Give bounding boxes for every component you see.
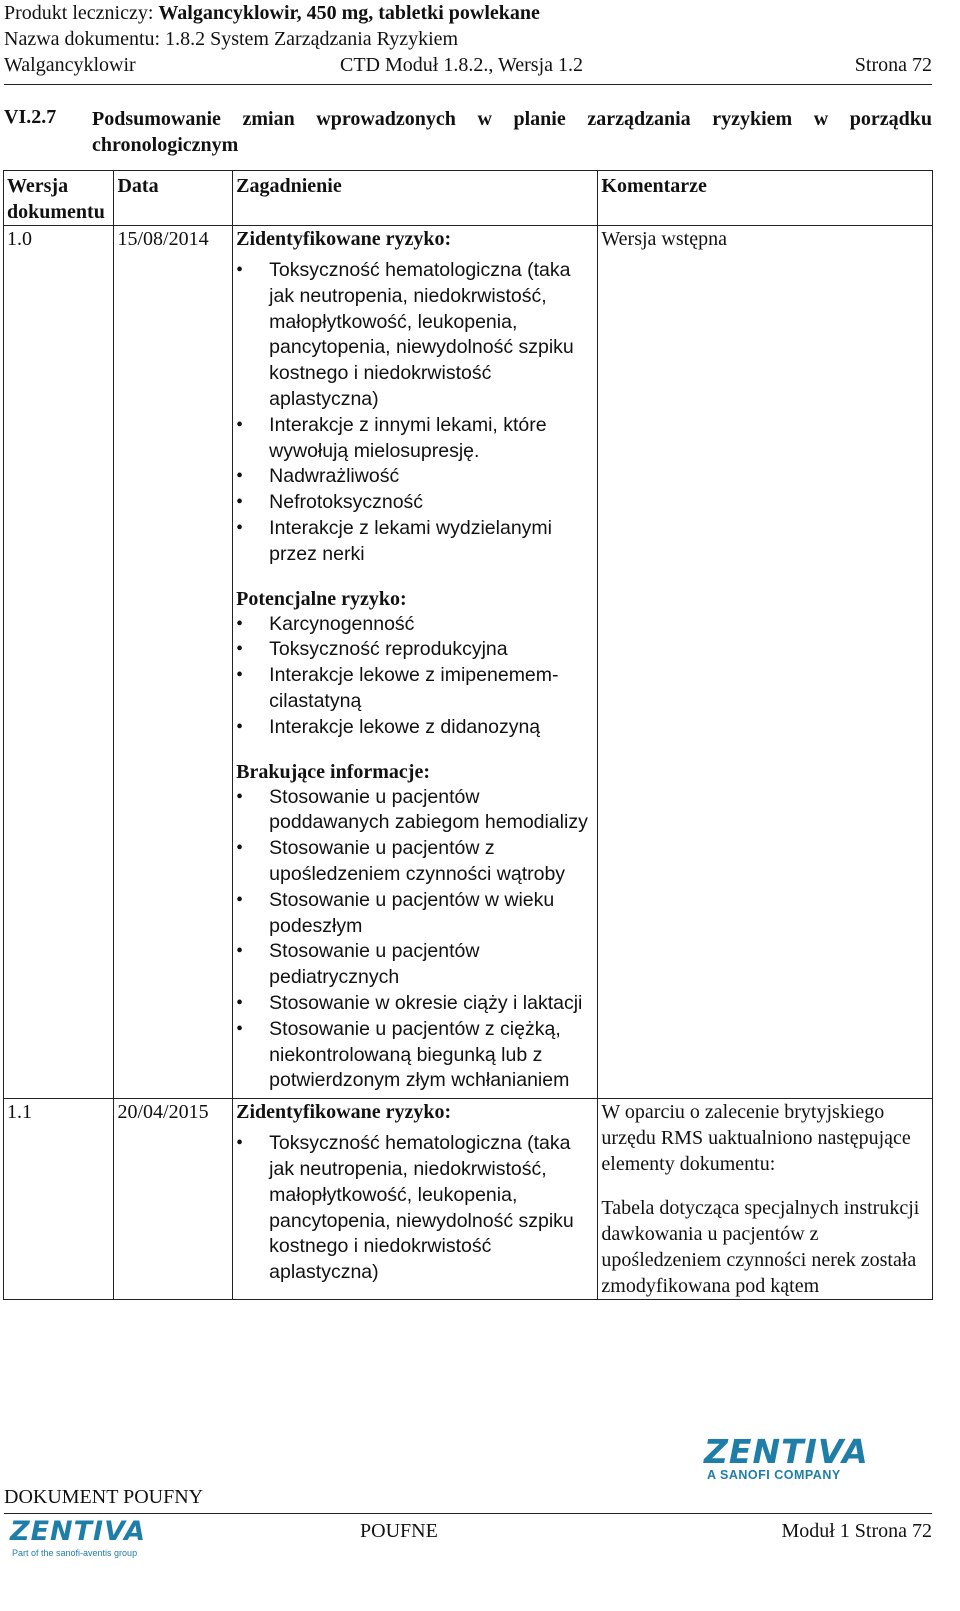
list-item: • Toksyczność hematologiczna (taka jak neutropenia, niedokrwistość, małopłytkowość, leukopenia, pancytopenia, niewydolność szpiku kostnego i niedokrwistość aplastyczna) <box>236 258 594 413</box>
header-line-document <box>4 26 932 52</box>
header-product-label: Produkt leczniczy: <box>4 2 159 24</box>
list-item: • Interakcje lekowe z didanozyną <box>236 715 594 741</box>
list-item: • Nefrotoksyczność <box>236 490 594 516</box>
list-item: • Stosowanie u pacjentów z ciężką, niekontrolowaną biegunką lub z potwierdzonym złym wchłanianiem <box>236 1017 594 1094</box>
group-heading: Zidentyfikowane ryzyko: <box>236 1101 452 1124</box>
header-date: Data <box>114 171 233 226</box>
list-item: • Interakcje lekowe z imipenemem-cilastatyną <box>236 663 594 715</box>
header-document-name: Nazwa dokumentu: 1.8.2 System Zarządzania Ryzykiem <box>4 28 459 50</box>
comment-text: Tabela dotycząca specjalnych instrukcji dawkowania u pacjentów z upośledzeniem czynności nerek została zmodyfikowana pod kątem <box>601 1197 920 1298</box>
header-page-number: Strona 72 <box>854 54 932 76</box>
header-line-product <box>4 0 932 26</box>
row-date: 20/04/2015 <box>114 1099 233 1300</box>
bullet-list <box>236 1131 594 1286</box>
list-item: • Stosowanie u pacjentów pediatrycznych <box>236 939 594 991</box>
page-header <box>4 0 932 78</box>
group-heading: Zidentyfikowane ryzyko: <box>236 228 452 250</box>
zentiva-footer-logo: ZENTIVA <box>10 1516 147 1547</box>
list-item: • Interakcje z innymi lekami, które wywołują mielosupresję. <box>236 413 594 465</box>
list-item: • Stosowanie w okresie ciąży i laktacji <box>236 991 594 1017</box>
group-heading: Brakujące informacje: <box>236 760 430 783</box>
list-item: • Nadwrażliwość <box>236 464 594 490</box>
list-item: • Toksyczność hematologiczna (taka jak neutropenia, niedokrwistość, małopłytkowość, leukopenia, pancytopenia, niewydolność szpiku kostnego i niedokrwistość aplastyczna) <box>236 1131 594 1286</box>
header-line-meta <box>4 52 932 78</box>
list-item: • Toksyczność reprodukcyjna <box>236 637 594 663</box>
changes-table <box>3 170 933 1300</box>
header-substance: Walgancyklowir <box>4 54 136 76</box>
zentiva-logo-subtitle: A SANOFI COMPANY <box>707 1468 841 1482</box>
row-topics <box>233 1099 598 1300</box>
comment-text: Wersja wstępna <box>601 228 727 250</box>
section-number: VI.2.7 <box>4 106 57 128</box>
list-item: • Karcynogenność <box>236 612 594 638</box>
row-comments <box>598 226 933 1099</box>
section-title-line-2: chronologicznym <box>92 134 239 156</box>
comment-text: W oparciu o zalecenie brytyjskiego urzędu RMS uaktualniono następujące elementy dokumentu: <box>601 1101 911 1176</box>
header-topic: Zagadnienie <box>233 171 598 226</box>
bullet-list <box>236 785 594 1095</box>
group-heading: Potencjalne ryzyko: <box>236 587 407 610</box>
bullet-list <box>236 612 594 741</box>
list-item: • Stosowanie u pacjentów w wieku podeszłym <box>236 888 594 940</box>
section-title-line-1: Podsumowanie zmian wprowadzonych w planie zarządzania ryzykiem w porządku <box>92 108 932 130</box>
table-header-row <box>4 171 933 226</box>
table-row <box>4 226 933 1099</box>
bullet-list <box>236 258 594 568</box>
header-version: Wersja dokumentu <box>4 171 114 226</box>
header-comments: Komentarze <box>598 171 933 226</box>
footer-classification: POUFNE <box>360 1520 438 1542</box>
zentiva-footer-logo-subtitle: Part of the sanofi-aventis group <box>12 1548 138 1558</box>
row-version: 1.0 <box>4 226 114 1099</box>
confidential-label: DOKUMENT POUFNY <box>4 1486 204 1508</box>
table-row <box>4 1099 933 1300</box>
row-comments <box>598 1099 933 1300</box>
header-ctd-module: CTD Moduł 1.8.2., Wersja 1.2 <box>340 54 584 76</box>
footer-divider <box>4 1513 932 1514</box>
zentiva-logo: ZENTIVA <box>704 1432 869 1471</box>
header-product-name: Walgancyklowir, 450 mg, tabletki powlekane <box>158 2 540 24</box>
row-topics <box>233 226 598 1099</box>
list-item: • Stosowanie u pacjentów poddawanych zabiegom hemodializy <box>236 785 594 837</box>
row-date: 15/08/2014 <box>114 226 233 1099</box>
row-version: 1.1 <box>4 1099 114 1300</box>
list-item: • Interakcje z lekami wydzielanymi przez nerki <box>236 516 594 568</box>
list-item: • Stosowanie u pacjentów z upośledzeniem czynności wątroby <box>236 836 594 888</box>
header-divider <box>4 84 932 85</box>
footer-page-number: Moduł 1 Strona 72 <box>781 1520 932 1542</box>
